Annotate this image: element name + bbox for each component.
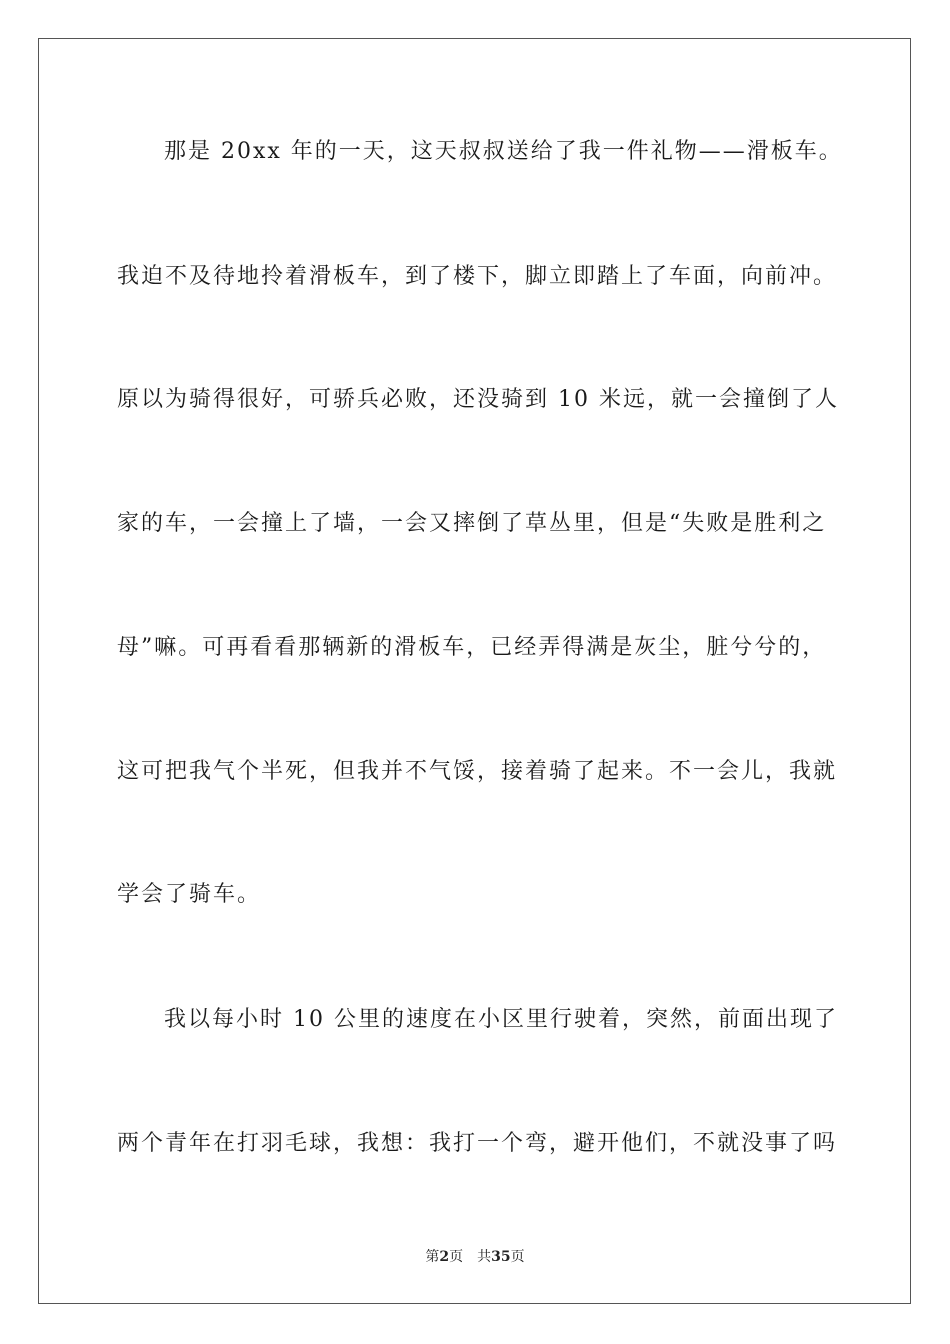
- total-suffix: 页: [510, 1249, 525, 1265]
- paragraph-line: 家的车，一会撞上了墙，一会又摔倒了草丛里，但是“失败是胜利之: [117, 511, 827, 536]
- paragraph-line: 我以每小时 10 公里的速度在小区里行驶着，突然，前面出现了: [164, 1007, 838, 1032]
- paragraph-line: 学会了骑车。: [117, 882, 262, 907]
- page-footer: [0, 1246, 950, 1266]
- page-prefix: 第: [425, 1249, 440, 1265]
- total-pages: 35: [491, 1249, 511, 1265]
- paragraph-line: 我迫不及待地拎着滑板车，到了楼下，脚立即踏上了车面，向前冲。: [117, 264, 838, 289]
- page-frame: [38, 38, 911, 1304]
- paragraph-line: 两个青年在打羽毛球，我想：我打一个弯，避开他们，不就没事了吗: [117, 1131, 838, 1156]
- paragraph-line: 那是 20xx 年的一天，这天叔叔送给了我一件礼物——滑板车。: [164, 139, 843, 164]
- page-number: 2: [439, 1249, 450, 1265]
- paragraph-line: 这可把我气个半死，但我并不气馁，接着骑了起来。不一会儿，我就: [117, 759, 838, 784]
- page-suffix: 页: [449, 1249, 464, 1265]
- total-prefix: 共: [477, 1249, 492, 1265]
- paragraph-line: 原以为骑得很好，可骄兵必败，还没骑到 10 米远，就一会撞倒了人: [117, 387, 839, 412]
- paragraph-line: 母”嘛。可再看看那辆新的滑板车，已经弄得满是灰尘，脏兮兮的，: [117, 635, 827, 660]
